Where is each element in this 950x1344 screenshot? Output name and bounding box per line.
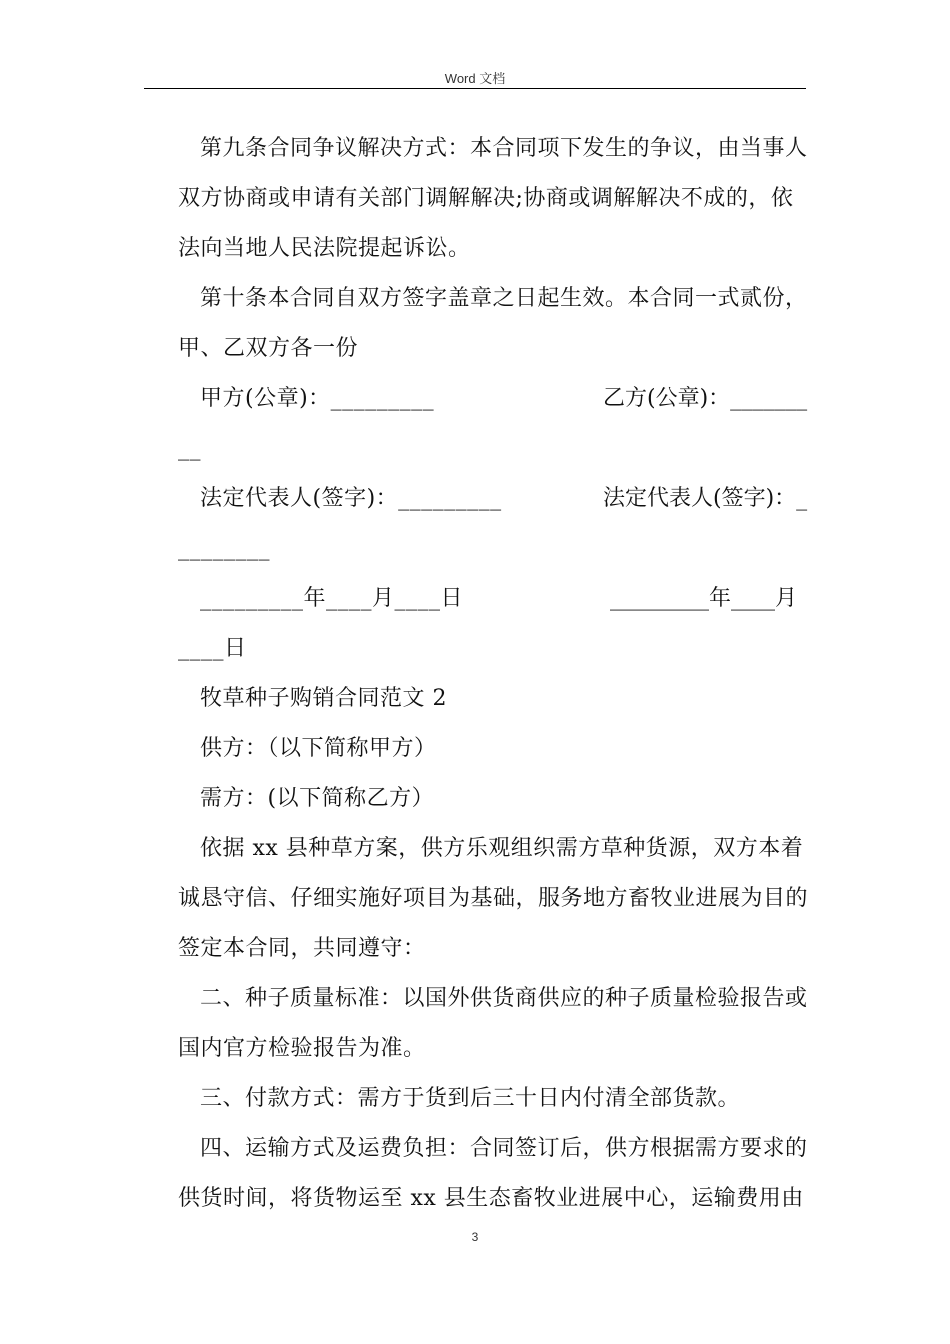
- paragraph-line: 签定本合同，共同遵守：: [178, 936, 426, 961]
- paragraph-line: 四、运输方式及运费负担：合同签订后，供方根据需方要求的: [200, 1136, 808, 1161]
- party-a-date: _________年____月____日: [200, 586, 464, 611]
- party-a-representative: 法定代表人(签字)：_________: [200, 486, 502, 511]
- paragraph-line: 二、种子质量标准：以国外供货商供应的种子质量检验报告或: [200, 986, 808, 1011]
- party-b-date-continued: ____日: [178, 636, 247, 661]
- paragraph-line: 三、付款方式：需方于货到后三十日内付清全部货款。: [200, 1086, 741, 1111]
- paragraph-line: 法向当地人民法院提起诉讼。: [178, 236, 471, 261]
- page-header-title: Word 文档: [444, 71, 506, 86]
- paragraph-line: 诚恳守信、仔细实施好项目为基础，服务地方畜牧业进展为目的: [178, 886, 809, 911]
- supplier-line: 供方：（以下简称甲方）: [200, 736, 437, 761]
- paragraph-line: 第十条本合同自双方签字盖章之日起生效。本合同一式贰份，: [200, 286, 808, 311]
- page-number: 3: [471, 1230, 479, 1244]
- paragraph-line: 甲、乙双方各一份: [178, 336, 359, 361]
- party-b-representative: 法定代表人(签字)：_: [603, 486, 808, 511]
- party-a-seal: 甲方(公章)：_________: [200, 386, 435, 411]
- paragraph-line: 依据 xx 县种草方案，供方乐观组织需方草种货源，双方本着: [200, 836, 804, 861]
- party-b-seal-continued: __: [178, 436, 201, 461]
- party-b-seal: 乙方(公章)：_______: [603, 386, 808, 411]
- paragraph-line: 第九条合同争议解决方式：本合同项下发生的争议，由当事人: [200, 136, 808, 161]
- party-b-date: _________年____月: [610, 586, 798, 611]
- paragraph-line: 国内官方检验报告为准。: [178, 1036, 426, 1061]
- header-rule: [144, 88, 806, 89]
- paragraph-line: 双方协商或申请有关部门调解解决;协商或调解解决不成的，依: [178, 186, 794, 211]
- party-b-representative-continued: ________: [178, 536, 270, 561]
- paragraph-line: 供货时间，将货物运至 xx 县生态畜牧业进展中心，运输费用由: [178, 1186, 804, 1211]
- section-title: 牧草种子购销合同范文 2: [200, 686, 447, 711]
- buyer-line: 需方：(以下简称乙方）: [200, 786, 435, 811]
